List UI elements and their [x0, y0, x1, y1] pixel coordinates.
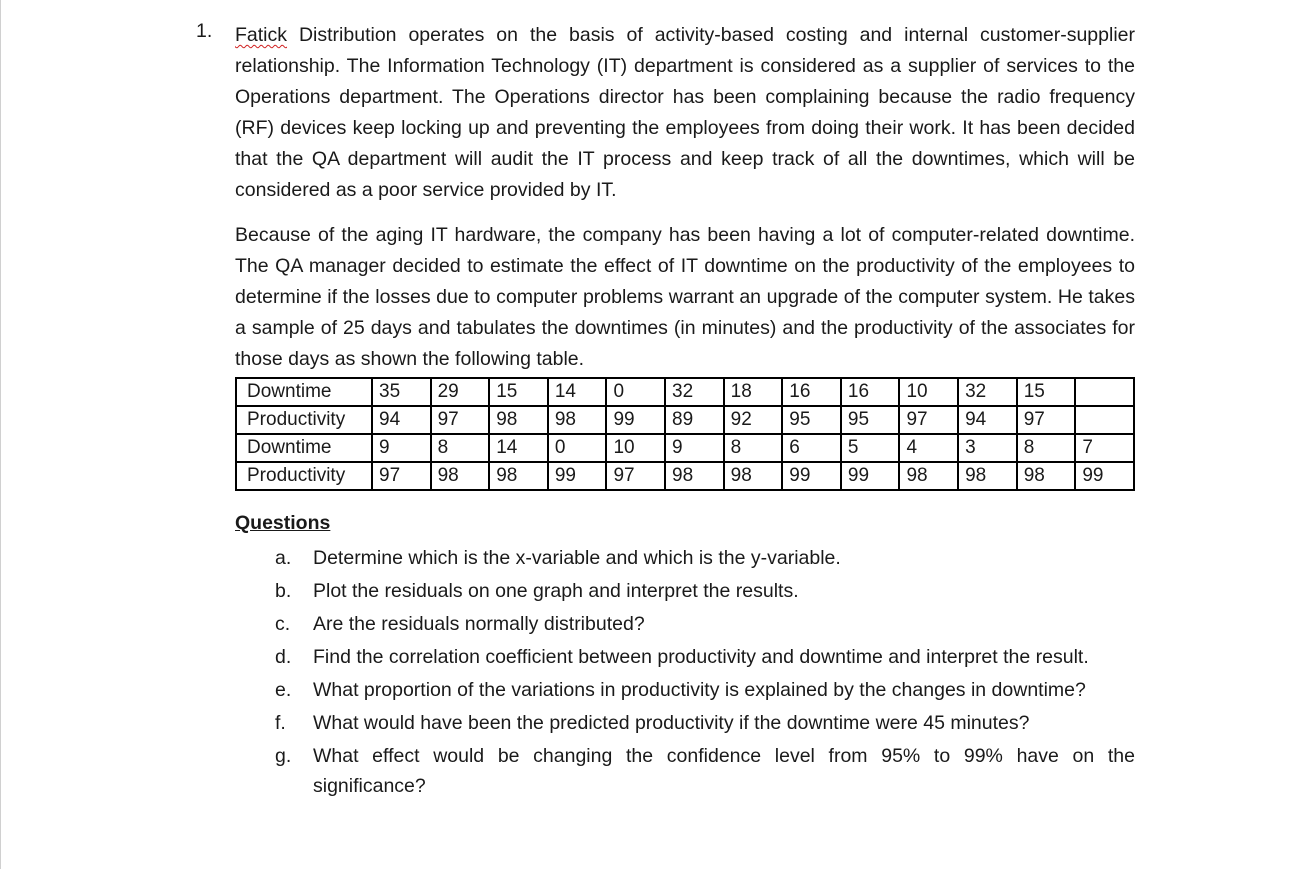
- table-cell: 16: [841, 378, 900, 406]
- question-letter: f.: [275, 712, 286, 734]
- table-cell: 89: [665, 406, 724, 434]
- question-item: [235, 675, 1135, 705]
- table-cell: 98: [431, 462, 490, 490]
- table-cell: 6: [782, 434, 841, 462]
- table-cell: 32: [665, 378, 724, 406]
- table-cell: 29: [431, 378, 490, 406]
- table-cell: 9: [665, 434, 724, 462]
- table-row: [236, 406, 1134, 434]
- question-letter: c.: [275, 613, 291, 635]
- row-label: Downtime: [236, 434, 372, 462]
- table-cell: 97: [899, 406, 958, 434]
- intro-paragraph-text: Distribution operates on the basis of activity-based costing and internal customer-supplier relationship. The Information Technology (IT) department is considered as a supplier of services to the Operations department. The Operations director has been complaining because the radio frequency (RF) devices keep locking up and preventing the employees from doing their work. It has been decided that the QA department will audit the IT process and keep track of all the downtimes, which will be considered as a poor service provided by IT.: [235, 24, 1135, 201]
- question-text: What would have been the predicted productivity if the downtime were 45 minutes?: [313, 712, 1030, 734]
- row-label: Downtime: [236, 378, 372, 406]
- question-item: [235, 708, 1135, 738]
- study-paragraph: Because of the aging IT hardware, the company has been having a lot of computer-related downtime. The QA manager decided to estimate the effect of IT downtime on the productivity of the employees to determine if the losses due to computer problems warrant an upgrade of the computer system. He takes a sample of 25 days and tabulates the downtimes (in minutes) and the productivity of the associates for those days as shown the following table.: [235, 224, 1135, 370]
- question-letter: b.: [275, 580, 292, 602]
- question-text: Are the residuals normally distributed?: [313, 613, 645, 635]
- table-cell: 14: [548, 378, 607, 406]
- table-cell: 3: [958, 434, 1017, 462]
- question-text: What proportion of the variations in productivity is explained by the changes in downtime?: [313, 679, 1086, 701]
- table-cell: 99: [606, 406, 665, 434]
- table-cell: 94: [372, 406, 431, 434]
- table-cell: 10: [606, 434, 665, 462]
- company-name: Fatick: [235, 24, 288, 46]
- table-cell: 7: [1075, 434, 1134, 462]
- table-cell: 16: [782, 378, 841, 406]
- table-cell: 99: [548, 462, 607, 490]
- table-cell: 4: [899, 434, 958, 462]
- problem-number: 1.: [196, 20, 213, 42]
- table-cell: 8: [724, 434, 783, 462]
- table-cell: 99: [1075, 462, 1134, 490]
- table-cell: 18: [724, 378, 783, 406]
- question-letter: g.: [275, 745, 292, 767]
- question-letter: a.: [275, 547, 292, 569]
- table-row: [236, 462, 1134, 490]
- table-cell: [1075, 378, 1134, 406]
- table-cell: 98: [958, 462, 1017, 490]
- table-cell: 98: [899, 462, 958, 490]
- table-cell: 97: [1017, 406, 1076, 434]
- question-item: [235, 741, 1135, 801]
- row-label: Productivity: [236, 406, 372, 434]
- table-cell: [1075, 406, 1134, 434]
- table-cell: 10: [899, 378, 958, 406]
- table-cell: 98: [489, 462, 548, 490]
- question-text: Plot the residuals on one graph and interpret the results.: [313, 580, 799, 602]
- row-label: Productivity: [236, 462, 372, 490]
- problem-block: [196, 20, 1136, 801]
- table-body: [236, 378, 1134, 490]
- question-text: Determine which is the x-variable and which is the y-variable.: [313, 547, 841, 569]
- table-cell: 98: [724, 462, 783, 490]
- table-cell: 0: [548, 434, 607, 462]
- table-cell: 14: [489, 434, 548, 462]
- table-cell: 99: [841, 462, 900, 490]
- table-cell: 15: [489, 378, 548, 406]
- table-cell: 97: [372, 462, 431, 490]
- question-text: What effect would be changing the confidence level from 95% to 99% have on the significance?: [313, 745, 1135, 797]
- table-cell: 8: [1017, 434, 1076, 462]
- table-cell: 97: [431, 406, 490, 434]
- table-cell: 99: [782, 462, 841, 490]
- questions-list: [235, 543, 1135, 801]
- table-cell: 9: [372, 434, 431, 462]
- question-letter: e.: [275, 679, 292, 701]
- table-cell: 98: [665, 462, 724, 490]
- question-text: Find the correlation coefficient between productivity and downtime and interpret the result.: [313, 646, 1089, 668]
- table-row: [236, 434, 1134, 462]
- table-cell: 95: [841, 406, 900, 434]
- question-item: [235, 609, 1135, 639]
- problem-body: [235, 20, 1135, 801]
- table-cell: 35: [372, 378, 431, 406]
- downtime-productivity-table: [235, 377, 1135, 491]
- table-cell: 98: [1017, 462, 1076, 490]
- table-cell: 94: [958, 406, 1017, 434]
- table-cell: 97: [606, 462, 665, 490]
- table-cell: 8: [431, 434, 490, 462]
- table-cell: 92: [724, 406, 783, 434]
- page-edge: [0, 0, 1, 869]
- questions-heading: Questions: [235, 512, 331, 534]
- table-cell: 32: [958, 378, 1017, 406]
- table-row: [236, 378, 1134, 406]
- table-cell: 98: [548, 406, 607, 434]
- question-letter: d.: [275, 646, 292, 668]
- intro-paragraph: [235, 20, 1135, 206]
- question-item: [235, 642, 1135, 672]
- table-cell: 0: [606, 378, 665, 406]
- table-cell: 5: [841, 434, 900, 462]
- question-item: [235, 543, 1135, 573]
- table-cell: 15: [1017, 378, 1076, 406]
- question-item: [235, 576, 1135, 606]
- table-cell: 95: [782, 406, 841, 434]
- table-cell: 98: [489, 406, 548, 434]
